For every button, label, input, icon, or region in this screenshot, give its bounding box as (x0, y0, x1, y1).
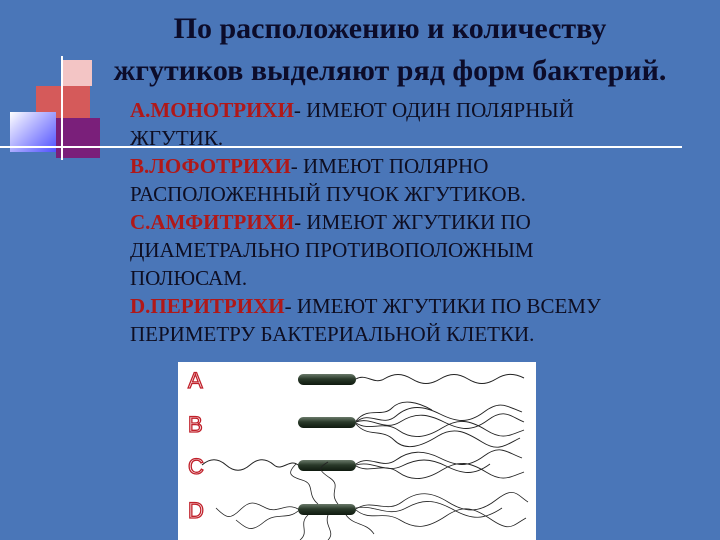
diagram-letter-d: D (188, 498, 204, 523)
diagram-letter-a: A (188, 368, 203, 393)
item-peritrichous (130, 292, 710, 348)
item-text: ПЕРИМЕТРУ БАКТЕРИАЛЬНОЙ КЛЕТКИ. (130, 322, 535, 346)
flagella-types-list (130, 96, 710, 348)
bacterium-lophotrichous (298, 402, 524, 447)
item-text: - ИМЕЮТ ЖГУТИКИ ПО ВСЕМУ (284, 294, 601, 318)
item-label: D.ПЕРИТРИХИ (130, 294, 285, 318)
decor-square-pink (62, 60, 92, 86)
item-monotrichous (130, 96, 710, 152)
item-text: ЖГУТИК. (130, 126, 224, 150)
title-line-2: жгутиков выделяют ряд форм бактерий. (113, 54, 667, 87)
item-label: C.АМФИТРИХИ (130, 210, 295, 234)
item-text: - ИМЕЮТ ОДИН ПОЛЯРНЫЙ (293, 98, 574, 122)
item-label: А.МОНОТРИХИ (130, 98, 294, 122)
item-text: РАСПОЛОЖЕННЫЙ ПУЧОК ЖГУТИКОВ. (130, 182, 526, 206)
flagella-diagram (178, 362, 536, 540)
bacterium-peritrichous (216, 462, 528, 540)
item-amphitrichous (130, 208, 710, 292)
decor-vertical-line (61, 56, 63, 160)
item-text: - ИМЕЮТ ПОЛЯРНО (290, 154, 489, 178)
item-text: - ИМЕЮТ ЖГУТИКИ ПО (294, 210, 531, 234)
bacterium-amphitrichous (202, 450, 524, 479)
item-label: B.ЛОФОТРИХИ (130, 154, 291, 178)
bacterium-monotrichous (298, 374, 524, 385)
slide-title (60, 8, 720, 92)
item-lophotrichous (130, 152, 710, 208)
diagram-letter-b: B (188, 412, 203, 437)
item-text: ПОЛЮСАМ. (130, 266, 248, 290)
item-text: ДИАМЕТРАЛЬНО ПРОТИВОПОЛОЖНЫМ (130, 238, 534, 262)
title-line-1: По расположению и количеству (173, 12, 607, 45)
diagram-letter-c: C (188, 454, 204, 479)
